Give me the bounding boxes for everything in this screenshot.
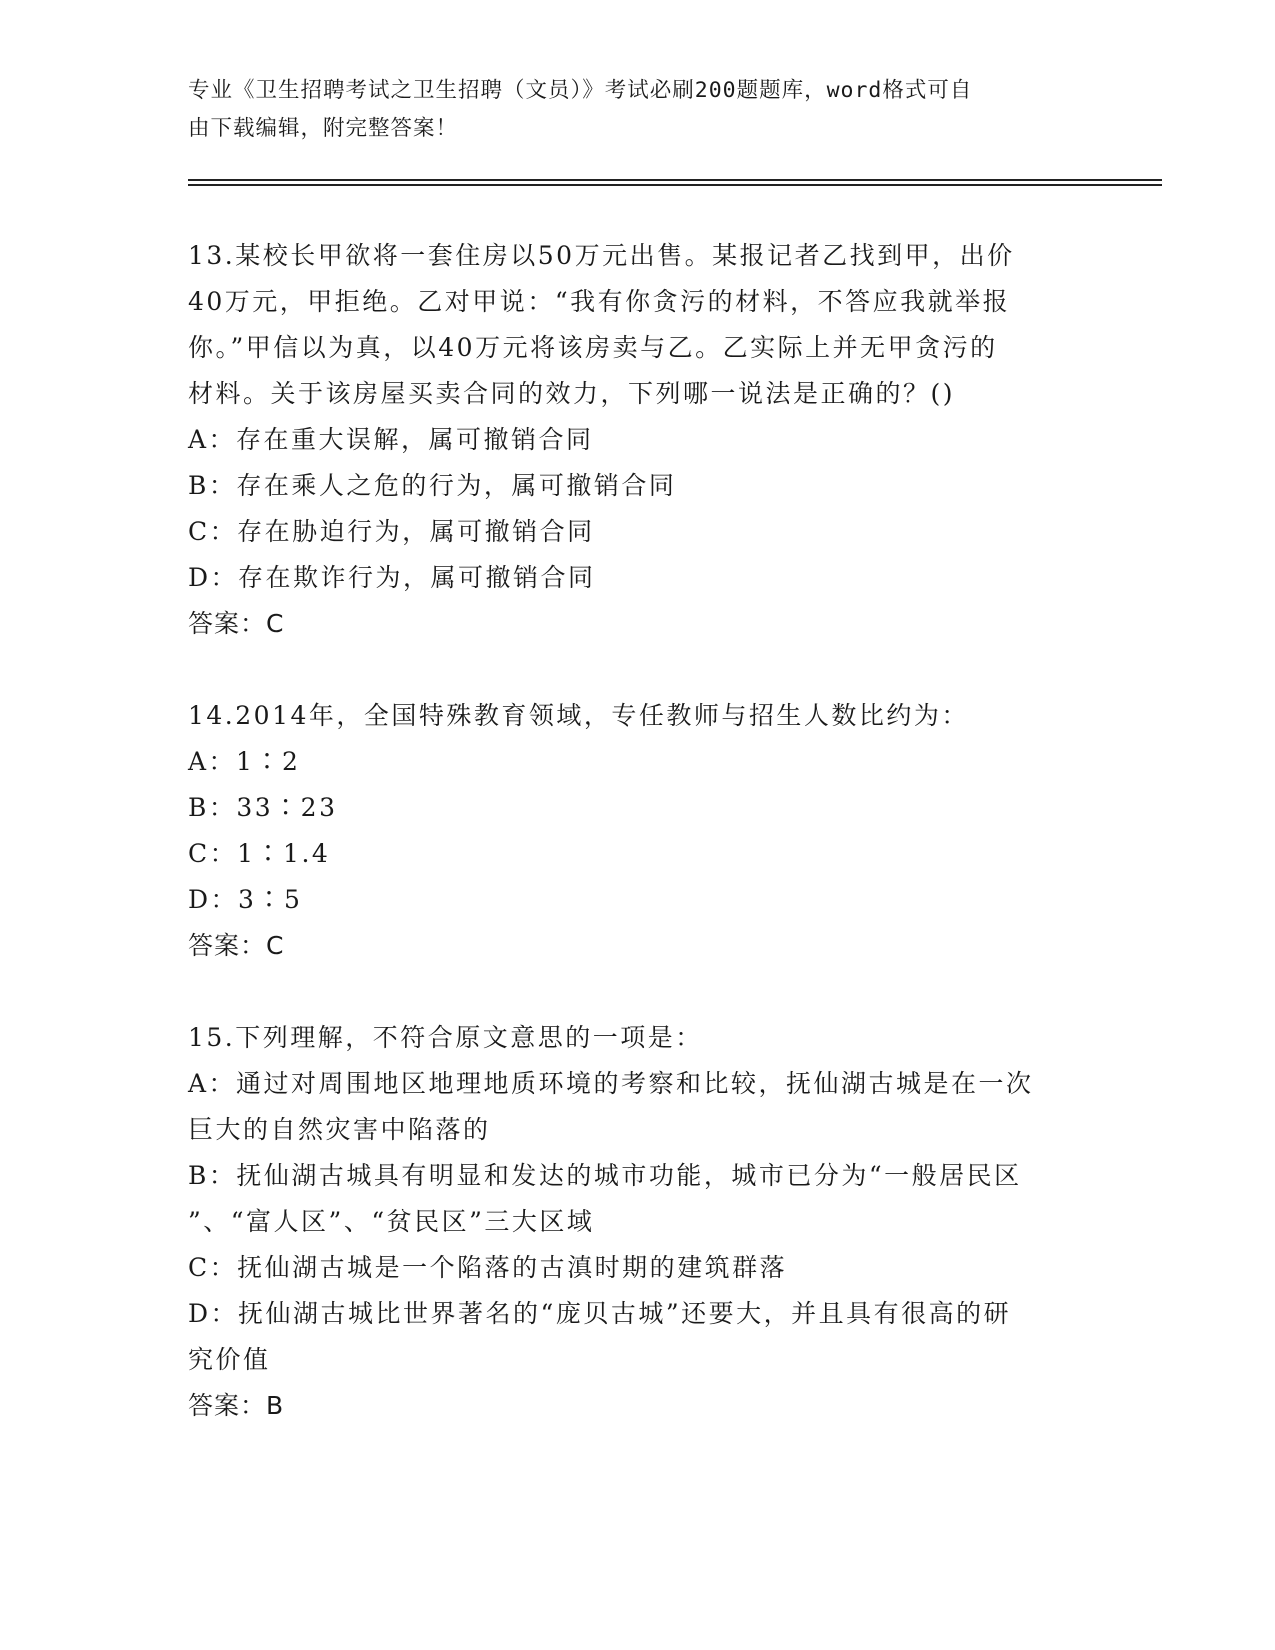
question-13 bbox=[188, 233, 1088, 647]
question-15 bbox=[188, 1015, 1088, 1429]
option-c: C：存在胁迫行为，属可撤销合同 bbox=[188, 517, 595, 546]
question-14 bbox=[188, 693, 1088, 969]
question-stem-line: 你。”甲信以为真，以40万元将该房卖与乙。乙实际上并无甲贪污的 bbox=[188, 333, 998, 362]
option-a: A：通过对周围地区地理地质环境的考察和比较，抚仙湖古城是在一次 bbox=[188, 1069, 1034, 1098]
question-list bbox=[188, 233, 1088, 1429]
option-d: D：存在欺诈行为，属可撤销合同 bbox=[188, 563, 596, 592]
answer-line: 答案：B bbox=[188, 1391, 285, 1420]
option-d: D：抚仙湖古城比世界著名的“庞贝古城”还要大，并且具有很高的研 bbox=[188, 1299, 1012, 1328]
question-stem-line: 40万元，甲拒绝。乙对甲说：“我有你贪污的材料，不答应我就举报 bbox=[188, 287, 1011, 316]
option-b-continued: ”、“富人区”、“贫民区”三大区域 bbox=[188, 1207, 595, 1236]
option-a: A：存在重大误解，属可撤销合同 bbox=[188, 425, 594, 454]
answer-line: 答案：C bbox=[188, 931, 285, 960]
option-a-continued: 巨大的自然灾害中陷落的 bbox=[188, 1115, 491, 1144]
header-divider bbox=[188, 179, 1162, 181]
option-b: B：存在乘人之危的行为，属可撤销合同 bbox=[188, 471, 677, 500]
document-header bbox=[188, 72, 1078, 148]
header-divider bbox=[188, 184, 1162, 186]
option-a: A：1∶2 bbox=[188, 747, 301, 776]
option-b: B：抚仙湖古城具有明显和发达的城市功能，城市已分为“一般居民区 bbox=[188, 1161, 1022, 1190]
question-stem-line: 15.下列理解，不符合原文意思的一项是： bbox=[188, 1023, 703, 1052]
option-d-continued: 究价值 bbox=[188, 1345, 271, 1374]
answer-line: 答案：C bbox=[188, 609, 285, 638]
question-stem-line: 材料。关于该房屋买卖合同的效力，下列哪一说法是正确的？() bbox=[188, 379, 956, 408]
option-c: C：抚仙湖古城是一个陷落的古滇时期的建筑群落 bbox=[188, 1253, 788, 1282]
question-stem-line: 14.2014年，全国特殊教育领域，专任教师与招生人数比约为： bbox=[188, 701, 969, 730]
option-b: B：33∶23 bbox=[188, 793, 338, 822]
option-d: D：3∶5 bbox=[188, 885, 303, 914]
option-c: C：1∶1.4 bbox=[188, 839, 331, 868]
header-line: 专业《卫生招聘考试之卫生招聘（文员）》考试必刷200题题库，word格式可自 bbox=[188, 78, 973, 103]
question-stem-line: 13.某校长甲欲将一套住房以50万元出售。某报记者乙找到甲，出价 bbox=[188, 241, 1015, 270]
header-line: 由下载编辑，附完整答案！ bbox=[188, 116, 459, 141]
